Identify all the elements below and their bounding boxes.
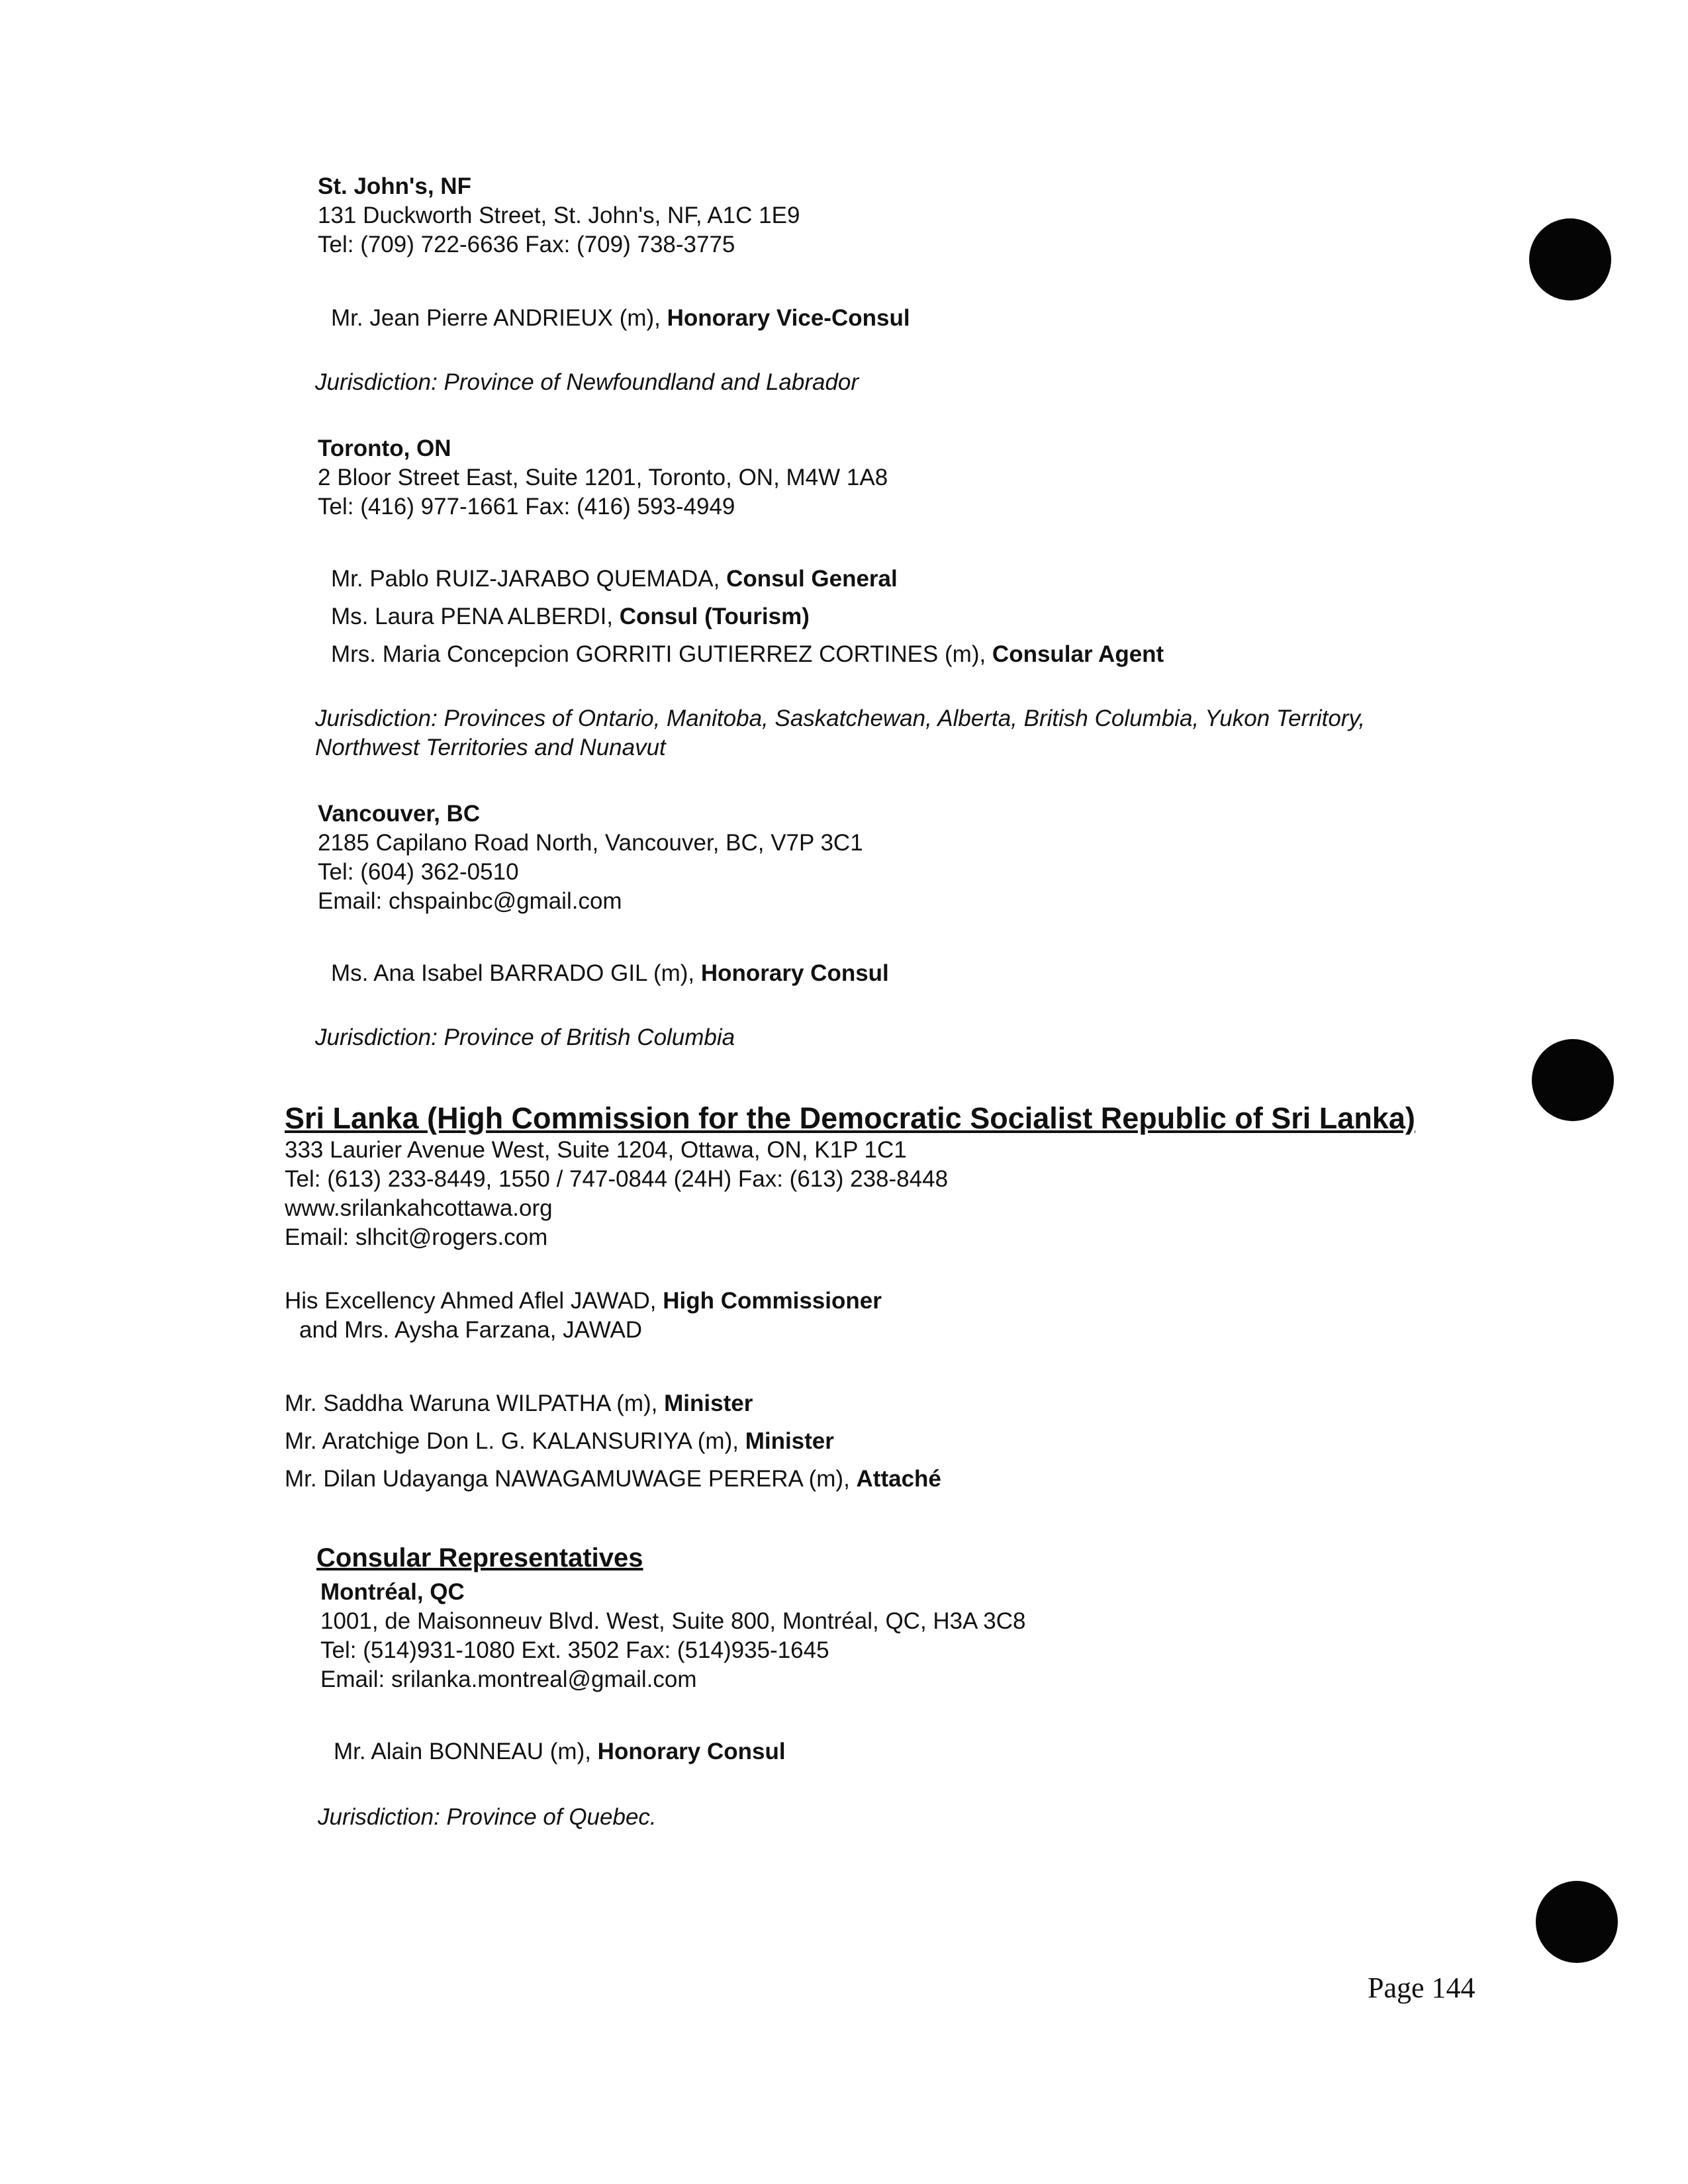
- consulate-email: Email: chspainbc@gmail.com: [318, 888, 622, 914]
- country-title: Sri Lanka (High Commission for the Democratic Socialist Republic of Sri Lanka): [285, 1101, 1415, 1135]
- consulate-vancouver: [318, 799, 863, 916]
- consulate-address: 1001, de Maisonneuv Blvd. West, Suite 800, Montréal, QC, H3A 3C8: [320, 1608, 1026, 1634]
- consulate-email: Email: srilanka.montreal@gmail.com: [320, 1666, 697, 1692]
- official-list: [331, 954, 889, 992]
- official-title: Honorary Vice-Consul: [667, 305, 910, 331]
- official-entry: [331, 635, 1164, 673]
- official-title: Attaché: [856, 1466, 941, 1492]
- punch-hole-middle: [1532, 1039, 1614, 1121]
- mission-contact: Tel: (613) 233-8449, 1550 / 747-0844 (24H) Fax: (613) 238-8448: [285, 1166, 949, 1192]
- jurisdiction-text: Jurisdiction: Provinces of Ontario, Manitoba, Saskatchewan, Alberta, British Columbia, Yukon Territory,: [315, 705, 1366, 731]
- head-of-mission: [285, 1287, 882, 1345]
- official-entry: [331, 299, 910, 337]
- jurisdiction-text: Jurisdiction: Province of British Columbia: [315, 1024, 735, 1050]
- official-title: Honorary Consul: [597, 1739, 786, 1764]
- consulate-st-johns: [318, 172, 800, 259]
- jurisdiction-note: [315, 1023, 735, 1052]
- consular-heading: Consular Representatives: [316, 1543, 643, 1572]
- staff-list: [285, 1385, 941, 1498]
- official-name: Ms. Ana Isabel BARRADO GIL (m),: [331, 960, 701, 986]
- jurisdiction-text: Jurisdiction: Province of Newfoundland and Labrador: [315, 369, 859, 395]
- consulate-contact: Tel: (709) 722-6636 Fax: (709) 738-3775: [318, 232, 735, 257]
- official-name: Mr. Saddha Waruna WILPATHA (m),: [285, 1390, 665, 1416]
- consulate-city: St. John's, NF: [318, 173, 471, 199]
- consulate-city: Vancouver, BC: [318, 801, 481, 827]
- official-name: Mr. Pablo RUIZ-JARABO QUEMADA,: [331, 566, 727, 592]
- official-entry: [285, 1385, 941, 1422]
- official-list: [331, 299, 910, 337]
- mission-address: 333 Laurier Avenue West, Suite 1204, Ottawa, ON, K1P 1C1: [285, 1137, 907, 1163]
- official-entry: [331, 954, 889, 992]
- official-list: [331, 560, 1164, 673]
- consulate-city: Montréal, QC: [320, 1579, 465, 1605]
- official-name: Mrs. Maria Concepcion GORRITI GUTIERREZ CORTINES (m),: [331, 641, 992, 667]
- official-title: Minister: [745, 1428, 834, 1454]
- mission-email: Email: slhcit@rogers.com: [285, 1224, 548, 1250]
- mission-website: www.srilankahcottawa.org: [285, 1195, 553, 1221]
- jurisdiction-text: Jurisdiction: Province of Quebec.: [318, 1804, 657, 1830]
- official-title: Consular Agent: [992, 641, 1164, 667]
- consulate-address: 2185 Capilano Road North, Vancouver, BC, V7P 3C1: [318, 830, 863, 856]
- consulate-address: 2 Bloor Street East, Suite 1201, Toronto, ON, M4W 1A8: [318, 465, 888, 490]
- jurisdiction-note: [315, 368, 859, 397]
- consulate-address: 131 Duckworth Street, St. John's, NF, A1C 1E9: [318, 203, 800, 228]
- official-title: Consul (Tourism): [619, 604, 810, 629]
- mission-details: [285, 1136, 948, 1252]
- official-entry: [285, 1422, 941, 1460]
- official-list: [334, 1733, 786, 1770]
- jurisdiction-note: [318, 1803, 657, 1832]
- official-entry: [334, 1733, 786, 1770]
- consular-section-heading: [316, 1542, 643, 1574]
- consulate-contact: Tel: (604) 362-0510: [318, 859, 519, 885]
- official-name: Mr. Alain BONNEAU (m),: [334, 1739, 598, 1764]
- official-name: Ms. Laura PENA ALBERDI,: [331, 604, 620, 629]
- jurisdiction-text: Northwest Territories and Nunavut: [315, 735, 666, 760]
- official-title: Minister: [664, 1390, 753, 1416]
- page-number: Page 144: [1368, 1972, 1476, 2004]
- official-entry: [285, 1460, 941, 1498]
- punch-hole-top: [1529, 218, 1611, 300]
- official-entry: [331, 598, 1164, 635]
- official-name: Mr. Jean Pierre ANDRIEUX (m),: [331, 305, 667, 331]
- consulate-contact: Tel: (514)931-1080 Ext. 3502 Fax: (514)935-1645: [320, 1637, 829, 1663]
- official-entry: [331, 560, 1164, 598]
- consulate-toronto: [318, 434, 888, 522]
- punch-hole-bottom: [1536, 1881, 1618, 1963]
- jurisdiction-note: [315, 704, 1365, 762]
- consulate-contact: Tel: (416) 977-1661 Fax: (416) 593-4949: [318, 494, 735, 520]
- consulate-montreal: [320, 1578, 1025, 1694]
- official-name: Mr. Aratchige Don L. G. KALANSURIYA (m),: [285, 1428, 745, 1454]
- official-title: High Commissioner: [663, 1288, 882, 1314]
- official-name: His Excellency Ahmed Aflel JAWAD,: [285, 1288, 663, 1314]
- consulate-city: Toronto, ON: [318, 435, 451, 461]
- head-of-mission-entry: [285, 1287, 882, 1316]
- official-title: Consul General: [726, 566, 898, 592]
- spouse-name: and Mrs. Aysha Farzana, JAWAD: [299, 1317, 643, 1343]
- country-heading: [285, 1101, 1415, 1136]
- official-title: Honorary Consul: [700, 960, 889, 986]
- official-name: Mr. Dilan Udayanga NAWAGAMUWAGE PERERA (m),: [285, 1466, 857, 1492]
